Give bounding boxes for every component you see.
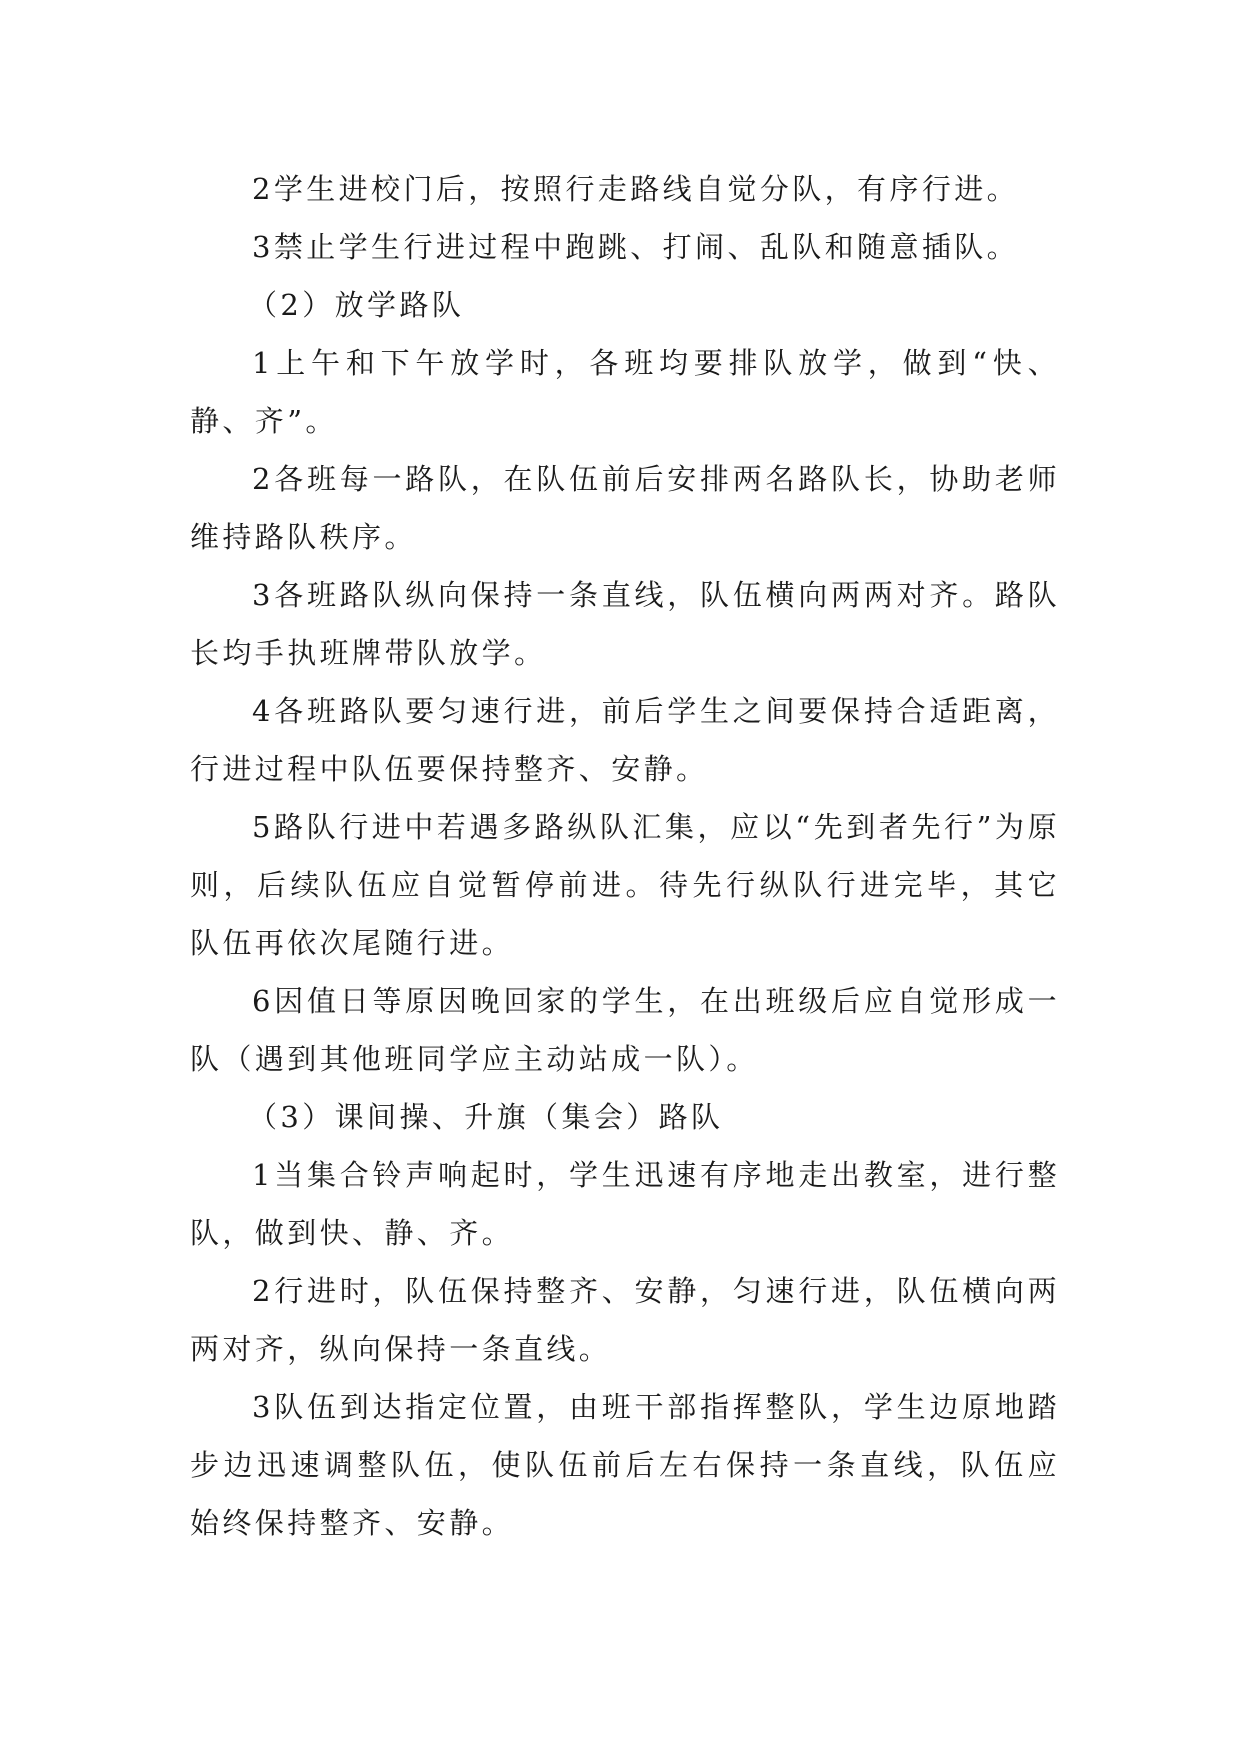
paragraph-9: 1当集合铃声响起时，学生迅速有序地走出教室，进行整队，做到快、静、齐。: [190, 1158, 1060, 1250]
paragraph-2: 3禁止学生行进过程中跑跳、打闹、乱队和随意插队。: [252, 230, 1020, 264]
paragraph-10: 2行进时，队伍保持整齐、安静，匀速行进，队伍横向两两对齐，纵向保持一条直线。: [190, 1274, 1060, 1366]
paragraph-5: 3各班路队纵向保持一条直线，队伍横向两两对齐。路队长均手执班牌带队放学。: [190, 578, 1060, 670]
document-body: [190, 160, 1060, 1552]
paragraph-6: 4各班路队要匀速行进，前后学生之间要保持合适距离，行进过程中队伍要保持整齐、安静。: [190, 694, 1060, 786]
paragraph-8: 6因值日等原因晚回家的学生，在出班级后应自觉形成一队（遇到其他班同学应主动站成一队）。: [190, 984, 1060, 1076]
section-heading-3: （3）课间操、升旗（集会）路队: [248, 1100, 724, 1134]
paragraph-3: 1上午和下午放学时，各班均要排队放学，做到“快、静、齐”。: [190, 346, 1060, 438]
paragraph-11: 3队伍到达指定位置，由班干部指挥整队，学生边原地踏步边迅速调整队伍，使队伍前后左右保持一条直线，队伍应始终保持整齐、安静。: [190, 1390, 1060, 1540]
section-heading-2: （2）放学路队: [248, 288, 465, 322]
paragraph-1: 2学生进校门后，按照行走路线自觉分队，有序行进。: [252, 172, 1020, 206]
paragraph-4: 2各班每一路队，在队伍前后安排两名路队长，协助老师维持路队秩序。: [190, 462, 1060, 554]
paragraph-7: 5路队行进中若遇多路纵队汇集，应以“先到者先行”为原则，后续队伍应自觉暂停前进。待先行纵队行进完毕，其它队伍再依次尾随行进。: [190, 810, 1060, 960]
